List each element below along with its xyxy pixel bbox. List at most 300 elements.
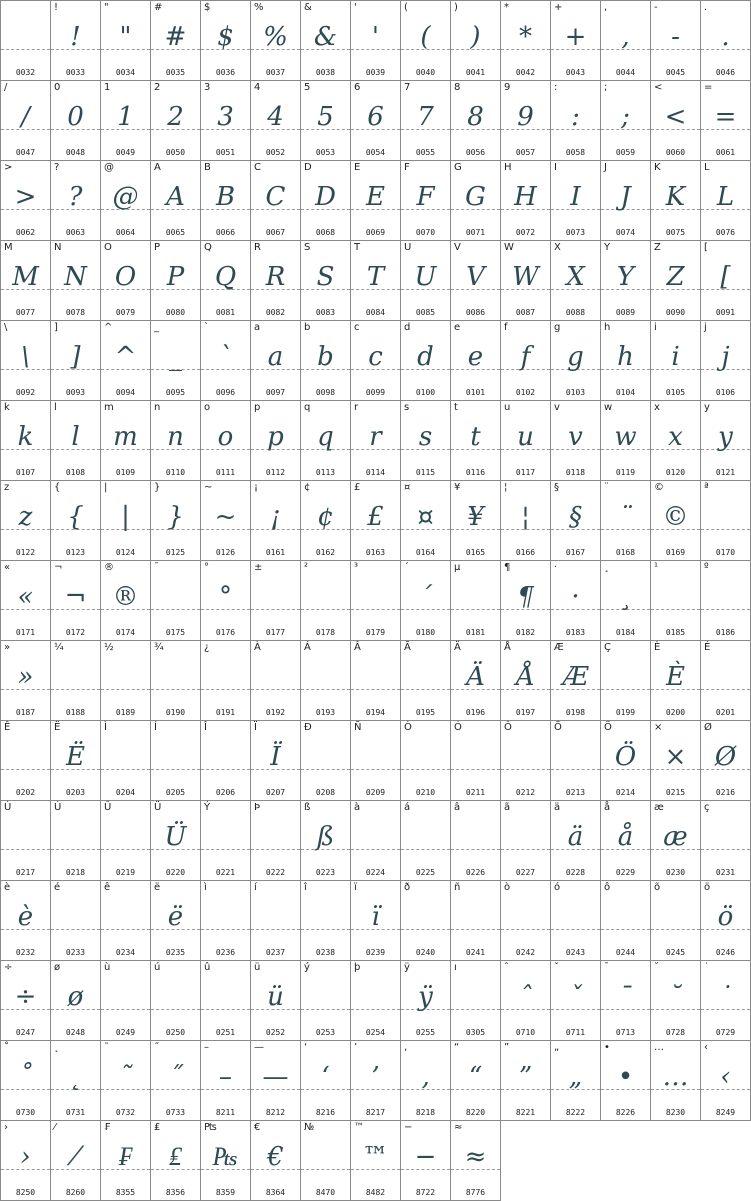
glyph-sample: | — [121, 502, 130, 532]
glyph-cell — [400, 1040, 451, 1121]
glyph-cell — [150, 560, 201, 641]
glyph-cell — [600, 800, 651, 881]
character-code: 0087 — [515, 308, 536, 317]
glyph-sample: € — [267, 1142, 284, 1172]
character-label: W — [504, 242, 514, 253]
character-label: + — [554, 2, 563, 13]
glyph-cell — [350, 240, 401, 321]
character-code: 0169 — [665, 548, 686, 557]
character-code: 0230 — [665, 868, 686, 877]
glyph-sample: 5 — [317, 102, 334, 132]
glyph-cell — [450, 240, 501, 321]
glyph-cell — [450, 0, 501, 81]
character-code: 8356 — [165, 1188, 186, 1197]
glyph-cell — [100, 560, 151, 641]
character-label: * — [504, 2, 509, 13]
glyph-cell — [0, 80, 51, 161]
glyph-cell — [550, 960, 601, 1041]
character-code: 0077 — [15, 308, 36, 317]
character-label: U — [404, 242, 412, 253]
glyph-cell — [350, 960, 401, 1041]
glyph-sample: Æ — [562, 662, 589, 692]
glyph-sample: ¸ — [619, 582, 632, 612]
character-label: F — [404, 162, 410, 173]
glyph-cell — [0, 800, 51, 881]
glyph-sample: „ — [568, 1062, 583, 1092]
glyph-sample — [351, 815, 400, 855]
glyph-cell — [600, 240, 651, 321]
glyph-cell — [200, 720, 251, 801]
character-label: № — [304, 1122, 315, 1133]
character-code: 0094 — [115, 388, 136, 397]
glyph-sample: ~ — [214, 502, 237, 532]
glyph-sample: ß — [316, 822, 335, 852]
glyph-sample: [ — [720, 262, 731, 292]
character-label: ð — [404, 882, 411, 893]
character-label: 7 — [404, 82, 411, 93]
character-label: ü — [254, 962, 261, 973]
character-label: i — [654, 322, 657, 333]
character-label: < — [654, 82, 663, 93]
glyph-cell — [100, 80, 151, 161]
character-label: ´ — [404, 562, 409, 573]
character-label: — — [254, 1042, 264, 1053]
glyph-cell — [400, 880, 451, 961]
character-label: ’ — [354, 1042, 358, 1053]
character-code: 0168 — [615, 548, 636, 557]
glyph-sample — [351, 575, 400, 615]
glyph-sample: t — [470, 422, 481, 452]
character-label: ‚ — [404, 1042, 408, 1053]
glyph-cell — [400, 560, 451, 641]
glyph-cell — [100, 400, 151, 481]
character-code: 0042 — [515, 68, 536, 77]
glyph-cell — [700, 240, 751, 321]
glyph-cell — [650, 880, 701, 961]
character-code: 0090 — [665, 308, 686, 317]
glyph-sample — [451, 815, 500, 855]
glyph-cell — [250, 720, 301, 801]
glyph-cell — [550, 160, 601, 241]
glyph-cell — [550, 320, 601, 401]
character-label: q — [304, 402, 311, 413]
character-label: ® — [104, 562, 114, 573]
character-label: u — [504, 402, 511, 413]
glyph-cell — [500, 240, 551, 321]
glyph-sample: å — [617, 822, 634, 852]
glyph-sample: Ü — [164, 822, 187, 852]
glyph-cell — [100, 640, 151, 721]
character-code: 0163 — [365, 548, 386, 557]
glyph-sample — [301, 735, 350, 775]
glyph-sample — [51, 655, 100, 695]
character-code: 8359 — [215, 1188, 236, 1197]
character-label: ± — [254, 562, 263, 573]
character-code: 0203 — [65, 788, 86, 797]
character-label: É — [704, 642, 711, 653]
character-code: 0243 — [565, 948, 586, 957]
glyph-sample — [501, 815, 550, 855]
glyph-sample: ˇ — [569, 982, 582, 1012]
glyph-cell — [650, 160, 701, 241]
character-code: 8250 — [15, 1188, 36, 1197]
character-label: Ö — [604, 722, 612, 733]
character-label: ₧ — [204, 1122, 217, 1133]
glyph-cell — [500, 320, 551, 401]
character-code: 8230 — [665, 1108, 686, 1117]
glyph-cell — [150, 960, 201, 1041]
glyph-sample — [351, 655, 400, 695]
glyph-sample: = — [714, 102, 737, 132]
character-label: ¶ — [504, 562, 511, 573]
glyph-sample — [251, 895, 300, 935]
character-label: À — [254, 642, 261, 653]
glyph-cell — [200, 400, 251, 481]
glyph-sample: ä — [567, 822, 584, 852]
character-label: − — [404, 1122, 413, 1133]
character-code: 0731 — [65, 1108, 86, 1117]
character-label: : — [554, 82, 558, 93]
character-code: 0185 — [665, 628, 686, 637]
glyph-sample: … — [662, 1062, 689, 1092]
character-label: { — [54, 482, 61, 493]
character-label: } — [154, 482, 161, 493]
character-label: ò — [504, 882, 511, 893]
glyph-cell — [50, 640, 101, 721]
character-label: â — [454, 802, 461, 813]
character-label: 1 — [104, 82, 111, 93]
character-code: 0235 — [165, 948, 186, 957]
glyph-sample: ‘ — [321, 1062, 330, 1092]
character-code: 0124 — [115, 548, 136, 557]
character-code: 0058 — [565, 148, 586, 157]
character-label: ‹ — [704, 1042, 708, 1053]
glyph-cell — [0, 400, 51, 481]
character-code: 0196 — [465, 708, 486, 717]
character-label: Ì — [104, 722, 107, 733]
glyph-cell — [500, 480, 551, 561]
character-code: 0046 — [715, 68, 736, 77]
character-label: è — [4, 882, 11, 893]
glyph-cell — [150, 720, 201, 801]
character-label: d — [404, 322, 411, 333]
glyph-sample: ´ — [419, 582, 432, 612]
character-label: R — [254, 242, 261, 253]
glyph-cell — [600, 480, 651, 561]
character-label: A — [154, 162, 161, 173]
glyph-cell — [600, 960, 651, 1041]
glyph-cell — [100, 1040, 151, 1121]
character-code: 0220 — [165, 868, 186, 877]
character-code: 0126 — [215, 548, 236, 557]
character-code: 0171 — [15, 628, 36, 637]
character-code: 0071 — [465, 228, 486, 237]
glyph-cell — [350, 800, 401, 881]
glyph-cell — [400, 240, 451, 321]
glyph-sample — [401, 735, 450, 775]
character-code: 0104 — [615, 388, 636, 397]
character-code: 0056 — [465, 148, 486, 157]
character-label: ı — [454, 962, 457, 973]
character-label: Î — [204, 722, 207, 733]
glyph-sample: Å — [516, 662, 535, 692]
character-code: 0250 — [165, 1028, 186, 1037]
character-label: Y — [604, 242, 611, 253]
glyph-sample: Ä — [466, 662, 485, 692]
glyph-cell — [350, 480, 401, 561]
glyph-sample: q — [317, 422, 334, 452]
glyph-sample: b — [317, 342, 334, 372]
character-label: 2 — [154, 82, 161, 93]
character-code: 0166 — [515, 548, 536, 557]
character-code: 0237 — [265, 948, 286, 957]
glyph-cell — [650, 0, 701, 81]
glyph-cell — [50, 560, 101, 641]
glyph-sample — [651, 895, 700, 935]
character-code: 0214 — [615, 788, 636, 797]
character-code: 0061 — [715, 148, 736, 157]
glyph-sample: ÿ — [418, 982, 433, 1012]
glyph-cell — [600, 160, 651, 241]
character-label: ÷ — [4, 962, 13, 973]
character-label: ` — [204, 322, 209, 333]
glyph-sample: * — [519, 22, 532, 52]
character-code: 0034 — [115, 68, 136, 77]
glyph-sample: s — [418, 422, 433, 452]
glyph-cell — [550, 80, 601, 161]
glyph-cell — [450, 960, 501, 1041]
glyph-sample: − — [414, 1142, 437, 1172]
glyph-cell — [400, 1120, 451, 1201]
glyph-cell — [500, 0, 551, 81]
glyph-sample: ' — [371, 22, 380, 52]
glyph-sample: > — [14, 182, 37, 212]
glyph-sample — [201, 975, 250, 1015]
glyph-cell — [400, 320, 451, 401]
glyph-cell — [300, 720, 351, 801]
character-label: Â — [354, 642, 361, 653]
glyph-sample: Q — [214, 262, 237, 292]
glyph-sample: . — [721, 22, 730, 52]
glyph-sample: ï — [371, 902, 380, 932]
character-code: 0038 — [315, 68, 336, 77]
glyph-sample: ‚ — [421, 1062, 430, 1092]
glyph-sample: + — [564, 22, 587, 52]
glyph-sample: ” — [518, 1062, 533, 1092]
glyph-sample: « — [17, 582, 34, 612]
glyph-sample: Ö — [614, 742, 637, 772]
glyph-cell — [200, 320, 251, 401]
character-code: 0178 — [315, 628, 336, 637]
character-code: 0713 — [615, 1028, 636, 1037]
glyph-sample — [301, 655, 350, 695]
glyph-sample: \ — [21, 342, 30, 372]
glyph-sample: 8 — [467, 102, 484, 132]
character-label: & — [304, 2, 312, 13]
glyph-cell — [200, 880, 251, 961]
glyph-sample — [551, 895, 600, 935]
character-label: ú — [154, 962, 161, 973]
glyph-sample: è — [17, 902, 34, 932]
character-code: 0175 — [165, 628, 186, 637]
character-code: 0200 — [665, 708, 686, 717]
character-label: ß — [304, 802, 311, 813]
character-label: ¼ — [54, 642, 64, 653]
character-code: 0197 — [515, 708, 536, 717]
glyph-cell — [150, 400, 201, 481]
glyph-cell — [300, 80, 351, 161]
character-code: 0040 — [415, 68, 436, 77]
glyph-cell — [0, 960, 51, 1041]
character-label: § — [554, 482, 559, 493]
glyph-cell — [400, 960, 451, 1041]
glyph-cell — [650, 480, 701, 561]
character-code: 0710 — [515, 1028, 536, 1037]
glyph-sample: ^ — [114, 342, 137, 372]
character-code: 0232 — [15, 948, 36, 957]
character-code: 0194 — [365, 708, 386, 717]
character-code: 0079 — [115, 308, 136, 317]
character-code: 0043 — [565, 68, 586, 77]
glyph-cell — [100, 320, 151, 401]
character-label: ¤ — [404, 482, 411, 493]
character-label: s — [404, 402, 410, 413]
character-label: ¡ — [254, 482, 259, 493]
glyph-cell — [600, 400, 651, 481]
character-label: ˝ — [154, 1042, 159, 1053]
character-label: › — [4, 1122, 8, 1133]
glyph-sample: T — [366, 262, 385, 292]
glyph-cell — [0, 720, 51, 801]
glyph-cell — [100, 1120, 151, 1201]
character-label: Ð — [304, 722, 312, 733]
character-code: 0080 — [165, 308, 186, 317]
glyph-sample: , — [621, 22, 630, 52]
character-code: 0217 — [15, 868, 36, 877]
glyph-cell — [200, 1040, 251, 1121]
glyph-sample: A — [166, 182, 185, 212]
glyph-sample: # — [164, 22, 187, 52]
character-code: 0249 — [115, 1028, 136, 1037]
glyph-sample: & — [313, 22, 338, 52]
glyph-cell — [400, 800, 451, 881]
character-code: 0093 — [65, 388, 86, 397]
glyph-sample: - — [671, 22, 680, 52]
character-code: 8212 — [265, 1108, 286, 1117]
glyph-sample — [301, 895, 350, 935]
glyph-sample: ÷ — [14, 982, 37, 1012]
glyph-sample: ₤ — [169, 1142, 182, 1172]
character-code: 0184 — [615, 628, 636, 637]
character-label: û — [204, 962, 211, 973]
character-label: ; — [604, 82, 608, 93]
character-label: ˚ — [4, 1042, 9, 1053]
character-code: 0212 — [515, 788, 536, 797]
glyph-sample — [701, 575, 750, 615]
glyph-sample: ¥ — [467, 502, 484, 532]
glyph-cell — [700, 960, 751, 1041]
character-label: ¯ — [154, 562, 159, 573]
character-code: 0247 — [15, 1028, 36, 1037]
glyph-sample: e — [467, 342, 484, 372]
character-code: 0204 — [115, 788, 136, 797]
glyph-sample: 6 — [367, 102, 384, 132]
character-code: 0164 — [415, 548, 436, 557]
character-label: « — [4, 562, 11, 573]
glyph-sample: “ — [468, 1062, 483, 1092]
character-code: 0037 — [265, 68, 286, 77]
character-label: ) — [454, 2, 458, 13]
character-label: » — [4, 642, 11, 653]
glyph-sample — [301, 1135, 350, 1175]
character-code: 8355 — [115, 1188, 136, 1197]
glyph-sample: ˜ — [119, 1062, 132, 1092]
glyph-sample: I — [570, 182, 581, 212]
glyph-cell — [400, 640, 451, 721]
glyph-cell — [400, 160, 451, 241]
character-label: ³ — [354, 562, 359, 573]
character-label: $ — [204, 2, 211, 13]
glyph-cell — [50, 480, 101, 561]
glyph-cell — [150, 240, 201, 321]
glyph-cell — [150, 480, 201, 561]
glyph-cell — [200, 240, 251, 321]
character-code: 0121 — [715, 468, 736, 477]
glyph-cell — [600, 640, 651, 721]
character-label: 0 — [54, 82, 61, 93]
character-code: 0222 — [265, 868, 286, 877]
character-code: 0039 — [365, 68, 386, 77]
glyph-cell — [700, 0, 751, 81]
character-label: Æ — [554, 642, 564, 653]
character-label: a — [254, 322, 261, 333]
glyph-cell — [0, 240, 51, 321]
glyph-sample: p — [267, 422, 284, 452]
glyph-sample: ø — [67, 982, 84, 1012]
character-code: 0218 — [65, 868, 86, 877]
character-code: 0207 — [265, 788, 286, 797]
character-code: 0228 — [565, 868, 586, 877]
character-code: 0059 — [615, 148, 636, 157]
character-label: \ — [4, 322, 8, 333]
character-code: 0188 — [65, 708, 86, 717]
character-label: á — [404, 802, 411, 813]
glyph-sample: B — [215, 182, 236, 212]
character-code: 0051 — [215, 148, 236, 157]
glyph-cell — [200, 480, 251, 561]
glyph-cell — [400, 80, 451, 161]
glyph-cell — [300, 1040, 351, 1121]
glyph-cell — [200, 800, 251, 881]
glyph-sample — [451, 735, 500, 775]
glyph-cell — [250, 1040, 301, 1121]
character-code: 0117 — [515, 468, 536, 477]
glyph-sample: z — [18, 502, 33, 532]
character-label: ½ — [104, 642, 114, 653]
glyph-sample — [301, 575, 350, 615]
glyph-cell — [700, 880, 751, 961]
glyph-cell — [250, 480, 301, 561]
glyph-cell — [250, 320, 301, 401]
glyph-cell — [350, 400, 401, 481]
glyph-sample — [401, 895, 450, 935]
character-code: 0052 — [265, 148, 286, 157]
glyph-cell — [100, 0, 151, 81]
glyph-cell — [700, 160, 751, 241]
glyph-sample: › — [20, 1142, 31, 1172]
glyph-cell — [50, 160, 101, 241]
glyph-cell — [150, 800, 201, 881]
